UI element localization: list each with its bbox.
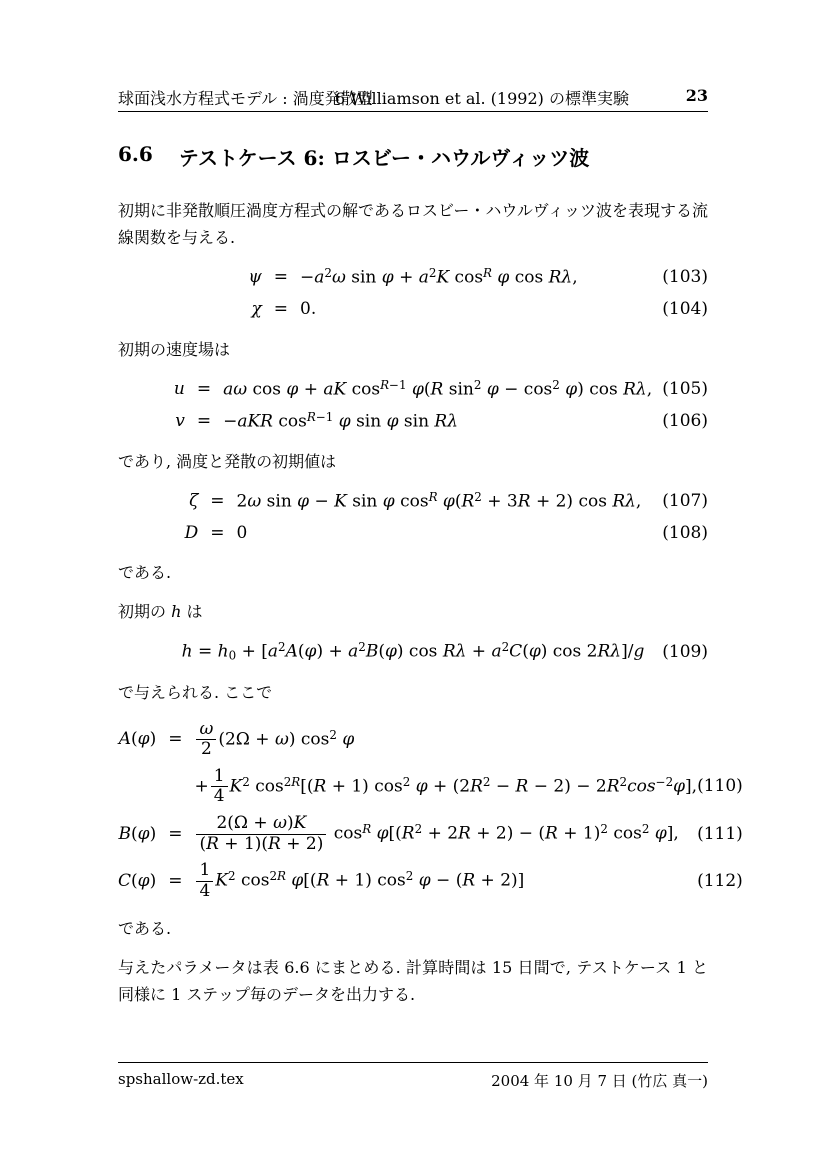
paragraph-parameters: 与えたパラメータは表 6.6 にまとめる. 計算時間は 15 日間で, テストケース 1 と同様に 1 ステップ毎のデータを出力する. (118, 958, 708, 1005)
paragraph-dearu-2: である. (118, 919, 172, 939)
equation-lhs: v (175, 410, 185, 431)
math-fraction: $\frac{2(\Omega + \omega)K}{(R + 1)(R + 2)}$ (196, 814, 326, 854)
equation-rhs: $\frac{2(\Omega + \omega)K}{(R + 1)(R + 2)}$ $\cos^R \varphi[(R^2 + 2R + 2) - (R + 1)^2$ $\cos^2 \varphi$], (194, 814, 678, 854)
equation-lhs: C(φ) (118, 870, 157, 891)
equation-relation: = (168, 823, 183, 844)
equation-number: (109) (662, 641, 708, 662)
running-header (118, 86, 708, 112)
equation-rhs: + $\frac{1}{4}$ $K^2$ $\cos^{2R}[(R + 1)$ $\cos^2 \varphi + (2R^2 - R - 2) - 2R^2\cos^{-2}\varphi$], (194, 765, 698, 807)
equation-body: $h = h0 + [a^2A(\varphi) + a^2B(\varphi)$ $\cos R\lambda + a^2C(\varphi)$ cos 2Rλ]/g (181, 640, 645, 663)
page-footer (118, 1062, 708, 1091)
equation-number: (108) (662, 522, 708, 543)
page-body (118, 128, 743, 1020)
equation-rhs: 2ω sin φ − K sin φ $\cos^R \varphi(R^2 + 3R + 2)$ cos Rλ, (236, 489, 642, 511)
equation-rhs: −aKR $\cos^{R-1} \varphi$ sin φ sin Rλ (223, 409, 458, 431)
section-heading (118, 142, 708, 171)
equation-number: (103) (662, 267, 708, 288)
equation-lhs: D (184, 522, 199, 543)
page-number: 23 (685, 86, 708, 105)
equation-number: (111) (697, 823, 743, 844)
equation-lhs: A(φ) (118, 729, 157, 750)
paragraph-given-by: で与えられる. ここで (118, 682, 273, 702)
equation-rhs: aω cos φ + aK $\cos^{R-1} \varphi(R$ $\sin^2 \varphi - \cos^2 \varphi$) cos Rλ, (223, 377, 653, 399)
equation-lhs: χ (251, 298, 262, 319)
section-number: 6.6 (118, 142, 153, 166)
equation-lhs: ψ (248, 267, 262, 288)
paragraph-dearu-1: である. (118, 563, 172, 583)
equation-relation: = (168, 729, 183, 750)
running-header-section: 6 Williamson et al. (1992) の標準実験 (335, 89, 629, 108)
equation-group-velocity (118, 377, 708, 434)
equation-number: (107) (662, 490, 708, 511)
equation-rhs: $\frac{1}{4}$ $K^2$ $\cos^{2R} \varphi[(R + 1)$ $\cos^2 \varphi - (R + 2)$] (194, 861, 524, 901)
footer-filename: spshallow-zd.tex (118, 1070, 244, 1088)
math-fraction: $\frac{1}{4}$ (211, 767, 228, 807)
paragraph-intro: 初期に非発散順圧渦度方程式の解であるロスビー・ハウルヴィッツ波を表現する流線関数を与える. (118, 201, 708, 247)
equation-rhs: $-a^2\omega$ $\sin \varphi + a^2K$ $\cos^R \varphi$ cos Rλ, (300, 266, 578, 288)
equation-relation: = (168, 870, 183, 891)
equation-relation: = (210, 522, 225, 543)
equation-relation: = (210, 490, 225, 511)
section-title: テストケース 6: ロスビー・ハウルヴィッツ波 (178, 146, 590, 170)
running-header-doc-title: 球面浅水方程式モデル : 渦度発散型 (118, 89, 373, 108)
equation-relation: = (273, 298, 288, 319)
equation-rhs: 0. (300, 298, 317, 319)
equation-group-abc (118, 718, 743, 901)
equation-lhs: ζ (189, 490, 199, 511)
paragraph-velocity-intro: 初期の速度場は (118, 339, 231, 359)
equation-relation: = (196, 410, 212, 431)
equation-lhs: B(φ) (118, 823, 157, 844)
equation-number: (106) (662, 410, 708, 431)
equation-number: (110) (697, 776, 743, 797)
footer-date-author: 2004 年 10 月 7 日 (竹広 真一) (491, 1072, 708, 1090)
equation-relation: = (273, 267, 288, 288)
equation-lhs: u (173, 378, 185, 399)
equation-relation: = (196, 378, 212, 399)
math-fraction: $\frac{1}{4}$ (196, 861, 213, 901)
equation-number: (112) (697, 870, 743, 891)
equation-rhs: $\frac{\omega}{2}$ (2Ω + ω) $\cos^2 \varphi$ (194, 720, 354, 760)
equation-number: (105) (662, 378, 708, 399)
equation-group-streamfunction (118, 265, 708, 322)
equation-group-vorticity-divergence (118, 489, 708, 546)
equation-rhs: 0 (236, 522, 248, 543)
paragraph-vorticity-intro: であり, 渦度と発散の初期値は (118, 451, 337, 471)
equation-group-height (118, 639, 708, 665)
equation-number: (104) (662, 298, 708, 319)
math-fraction: $\frac{\omega}{2}$ (196, 720, 216, 760)
paragraph-h-intro: 初期の h は (118, 602, 203, 622)
